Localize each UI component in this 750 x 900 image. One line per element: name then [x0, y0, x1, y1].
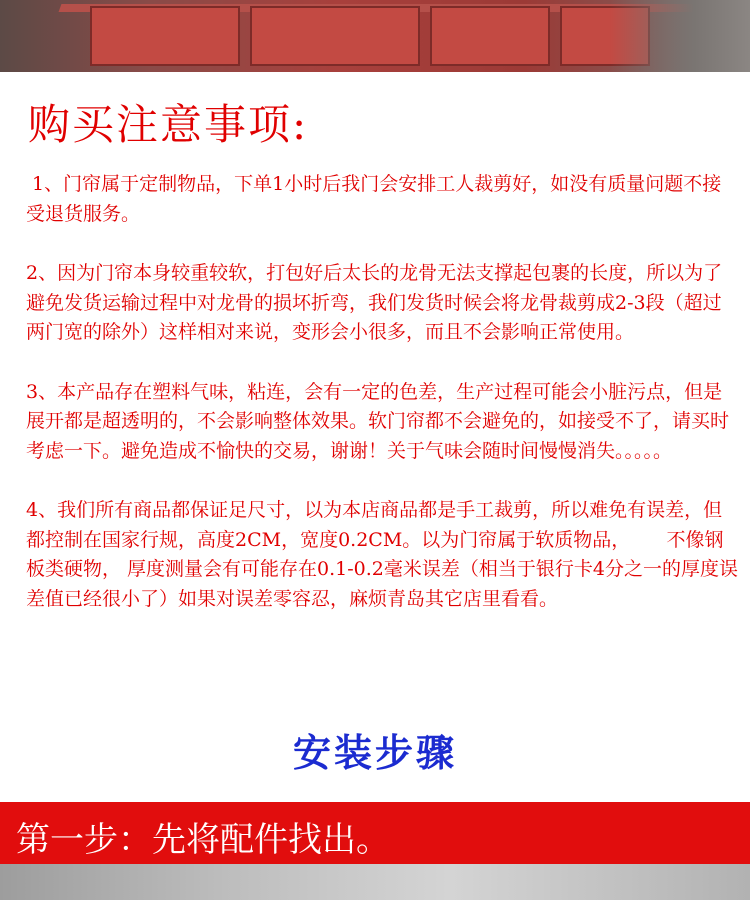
- notes-section: [26, 170, 738, 644]
- note-2: 2、因为门帘本身较重较软，打包好后太长的龙骨无法支撑起包裹的长度，所以为了避免发货运输过程中对龙骨的损坏折弯，我们发货时候会将龙骨裁剪成2-3段（超过两门宽的除外）这样相对来说，变形会小很多，而且不会影响正常使用。: [26, 262, 723, 343]
- footer-photo: [0, 864, 750, 900]
- note-4: 4、我们所有商品都保证足尺寸，以为本店商品都是手工裁剪，所以难免有误差，但都控制在国家行规，高度2CM，宽度0.2CM。以为门帘属于软质物品， 不像钢板类硬物， 厚度测量会有可能存在0.1-0.2毫米误差（相当于银行卡4分之一的厚度误差值已经很小了）如果对误差零容忍，麻烦青岛其它店里看看。: [26, 499, 738, 610]
- step-1-label: 第一步：先将配件找出。: [16, 820, 390, 860]
- header-photo: [0, 0, 750, 72]
- note-3: 3、本产品存在塑料气味，粘连，会有一定的色差，生产过程可能会小脏污点，但是展开都是超透明的，不会影响整体效果。软门帘都不会避免的，如接受不了，请买时考虑一下。避免造成不愉快的交易，谢谢！关于气味会随时间慢慢消失。。。。。: [26, 380, 730, 462]
- note-1: 1、门帘属于定制物品，下单1小时后我门会安排工人裁剪好，如没有质量问题不接受退货服务。: [26, 173, 722, 225]
- page-title: 购买注意事项:: [28, 100, 309, 149]
- install-heading: 安装步骤: [292, 730, 457, 775]
- step-banner: [0, 802, 750, 864]
